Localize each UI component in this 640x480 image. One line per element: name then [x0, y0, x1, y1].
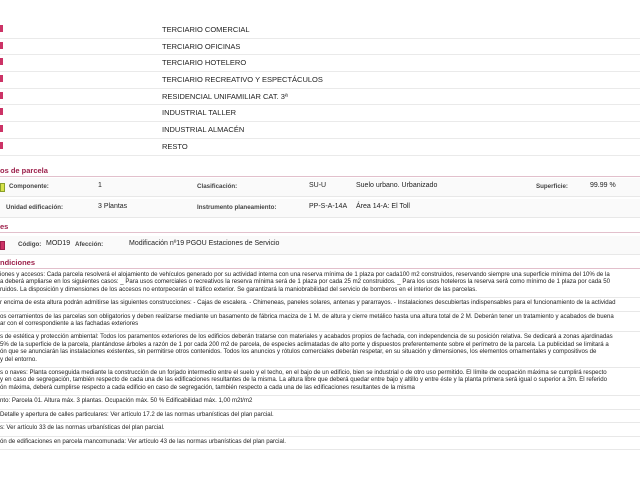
condition-item	[0, 332, 640, 368]
condition-text-line: ón que se anunciarán las instalaciones existentes, sin permitirse otros contenidos. Todos los anuncios y rótulos comerciales deberán respetar, en su situación y dimensiones, los elementos ornamentales y compositivos de	[0, 348, 597, 356]
condition-text-line: 5% de la superficie de la parcela, plantándose árboles a razón de 1 por cada 200 m2 de parcela, de especies aclimatadas de alto porte y dispuestos preferentemente sobre el perímetro de la parcela. La publicidad se limitará a	[0, 340, 609, 348]
instrument-code: PP-S-A-14A	[309, 203, 348, 210]
affection-code-label: Código:	[18, 241, 42, 248]
component-label: Componente:	[9, 183, 49, 190]
unit-value: 3 Plantas	[98, 203, 128, 210]
use-row	[0, 55, 640, 72]
condition-item	[0, 423, 640, 436]
use-bullet-icon	[0, 42, 3, 49]
use-row	[0, 22, 640, 39]
use-label: TERCIARIO OFICINAS	[162, 41, 241, 51]
conditions-list	[0, 270, 640, 450]
condition-item	[0, 368, 640, 396]
affection-marker	[0, 241, 5, 250]
surface-value: 99.99 %	[590, 182, 616, 189]
parcel-row-component	[0, 178, 640, 197]
use-row	[0, 122, 640, 139]
use-row	[0, 39, 640, 56]
component-color-swatch	[0, 183, 5, 192]
affections-section-title: es	[0, 222, 9, 231]
instrument-value: Área 14-A: El Toll	[356, 203, 410, 210]
use-row	[0, 139, 640, 156]
condition-text-line: ar con el correspondiente a las fachadas exteriores	[0, 320, 139, 328]
component-value: 1	[98, 182, 102, 189]
use-bullet-icon	[0, 25, 3, 32]
unit-label: Unidad edificación:	[6, 204, 64, 211]
use-bullet-icon	[0, 142, 3, 149]
condition-item	[0, 298, 640, 311]
condition-item	[0, 270, 640, 298]
condition-text-line: Detalle y apertura de calles particulares: Ver artículo 17.2 de las normas urbanísticas del plan parcial.	[0, 410, 274, 418]
condition-text-line: s de estética y protección ambiental: Todos los paramentos exteriores de los edificios deberán tratarse con materiales y acabados propios de fachada, con independencia de su posición relativa. Se dedicará a zonas ajardinadas	[0, 333, 613, 341]
condition-text-line: s o naves: Planta conseguida mediante la construcción de un forjado intermedio entre el suelo y el techo, en el bajo de un edificio, bien se industrial o de otro uso permitido. El límite de ocupación máxima se cumplirá respecto	[0, 369, 607, 377]
instrument-label: Instrumento planeamiento:	[197, 204, 277, 211]
condition-text-line: a deberá ampliarse en los siguientes casos: _ Para usos comerciales o recreativos la reserva mínima será de 1 plaza por cada 25 m2 construidos. _ Para los usos hoteleros la reserva será como mínimo de 1 plaza por cada 50	[0, 278, 611, 286]
uses-list	[0, 22, 640, 156]
conditions-section-divider	[0, 268, 640, 269]
use-bullet-icon	[0, 58, 3, 65]
condition-text-line: nto: Parcela 01. Altura máx. 3 plantas. Ocupación máx. 50 % Edificabilidad máx. 1,00 m2t/m2	[0, 397, 253, 405]
use-bullet-icon	[0, 108, 3, 115]
condition-text-line: r encima de esta altura podrán admitirse las siguientes construcciones: - Cajas de escalera. - Chimeneas, paneles solares, antenas y pararrayos. - Instalaciones descubiertas indispensables para el funcionamiento de la actividad	[0, 299, 616, 307]
condition-text-line: ruidos. La disposición y dimensiones de los accesos no entorpecerán el tráfico exterior. Se garantizará la maniobrabilidad del servicio de bomberos en el interior de las parcelas.	[0, 285, 477, 293]
use-label: RESTO	[162, 141, 188, 151]
use-bullet-icon	[0, 125, 3, 132]
use-label: RESIDENCIAL UNIFAMILIAR CAT. 3ª	[162, 91, 288, 101]
use-label: TERCIARIO HOTELERO	[162, 58, 247, 68]
condition-item	[0, 437, 640, 450]
use-label: INDUSTRIAL ALMACÉN	[162, 125, 245, 135]
condition-text-line: os cerramientos de las parcelas son obligatorios y deben realizarse mediante un basamento de fábrica maciza de 1 M. de altura y cierre metálico hasta una altura total de 2 M. Deberán tener un tratamiento y acabados de buena	[0, 312, 614, 320]
affection-code-value: MOD19	[46, 240, 71, 247]
use-row	[0, 105, 640, 122]
condition-item	[0, 312, 640, 333]
use-label: TERCIARIO RECREATIVO Y ESPECTÁCULOS	[162, 75, 323, 85]
parcel-row-unit	[0, 199, 640, 218]
use-bullet-icon	[0, 75, 3, 82]
condition-text-line: ón máxima, deberá cumplirse respecto a cada edificio en caso de segregación, también respecto a cada una de las edificaciones resultantes de la misma	[0, 383, 415, 391]
classification-label: Clasificación:	[197, 183, 238, 190]
classification-code: SU-U	[309, 182, 327, 189]
use-label: TERCIARIO COMERCIAL	[162, 25, 250, 34]
affection-label: Afección:	[75, 241, 104, 248]
affection-value: Modificación nº19 PGOU Estaciones de Servicio	[129, 240, 280, 247]
use-bullet-icon	[0, 92, 3, 99]
surface-label: Superficie:	[536, 183, 568, 190]
use-row	[0, 89, 640, 106]
condition-text-line: s: Ver artículo 33 de las normas urbanísticas del plan parcial.	[0, 424, 165, 432]
use-label: INDUSTRIAL TALLER	[162, 108, 237, 118]
affections-section-divider	[0, 232, 640, 233]
classification-value: Suelo urbano. Urbanizado	[356, 182, 438, 189]
use-row	[0, 72, 640, 89]
condition-text-line: ón de edificaciones en parcela mancomunada: Ver artículo 43 de las normas urbanísticas del plan parcial.	[0, 437, 286, 445]
condition-text-line: y en caso de segregación, también respecto de cada una de las edificaciones resultantes de la misma. La altura libre que deberá quedar entre bajo y altillo y entre éste y la planta primera será igual o superior a 3m. El referido	[0, 376, 608, 384]
conditions-section-title: ndiciones	[0, 258, 36, 267]
parcel-section-divider	[0, 176, 640, 177]
condition-text-line: iones y accesos: Cada parcela resolverá el alojamiento de vehículos generado por su actividad interna con una reserva mínima de 1 plaza por cada100 m2 construidos, reservando siempre una superficie mínima del 10% de la	[0, 271, 610, 278]
parcel-section-title: os de parcela	[0, 166, 48, 175]
condition-item	[0, 396, 640, 409]
condition-text-line: y del entorno.	[0, 355, 37, 363]
condition-item	[0, 410, 640, 423]
affection-row	[0, 236, 640, 255]
